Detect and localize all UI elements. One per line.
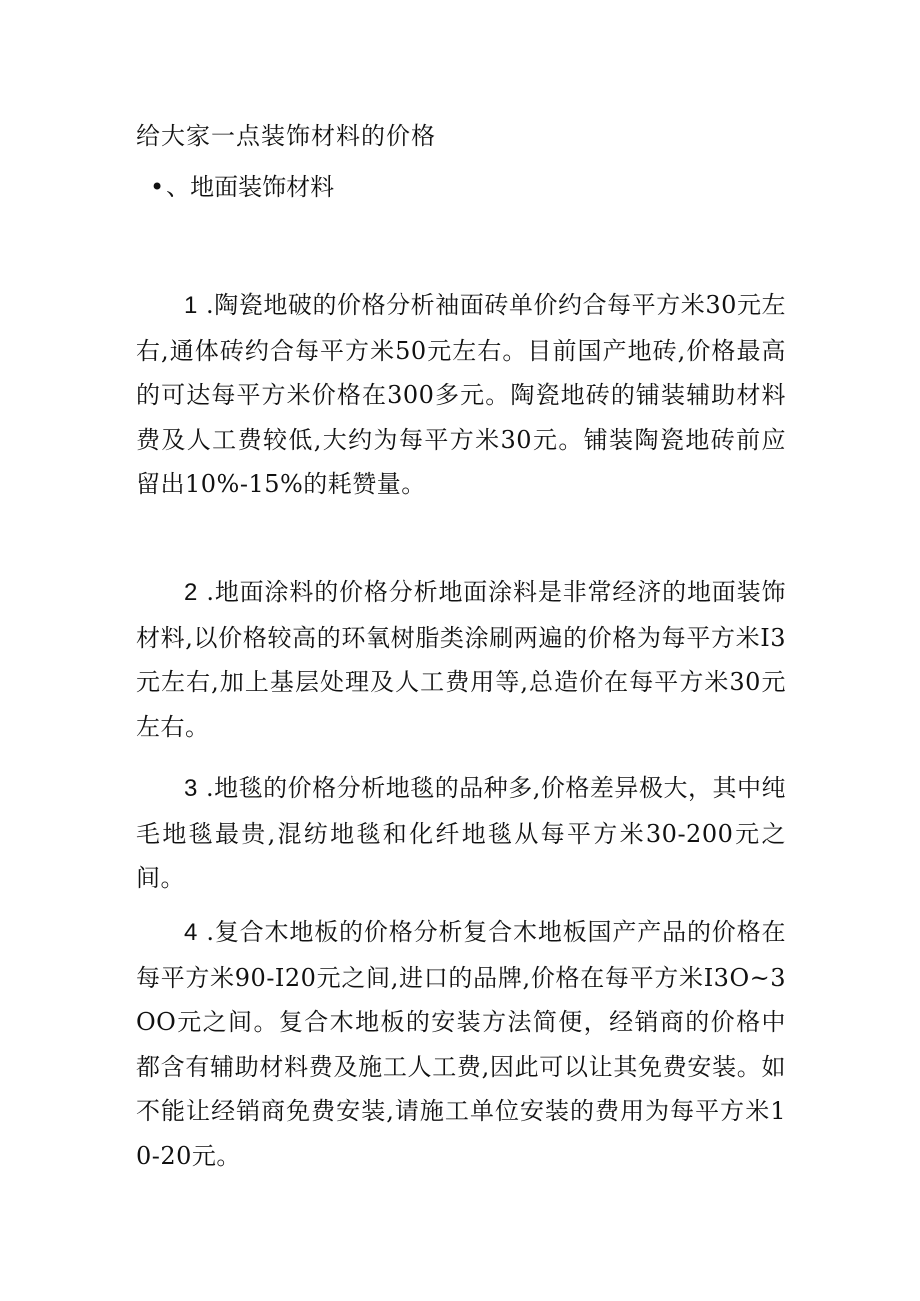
paragraph-4 <box>136 910 786 1178</box>
paragraph-3-text: .地毯的价格分析地毯的品种多,价格差异极大，其中纯毛地毯最贵,混纺地毯和化纤地毯从每平方米30-200元之间。 <box>136 774 786 892</box>
paragraph-2 <box>136 570 786 749</box>
paragraph-2-text: .地面涂料的价格分析地面涂料是非常经济的地面装饰材料,以价格较高的环氧树脂类涂刷两遍的价格为每平方米I3元左右,加上基层处理及人工费用等,总造价在每平方米30元左右。 <box>136 578 786 741</box>
paragraph-4-text: .复合木地板的价格分析复合木地板国产产品的价格在每平方米90-I20元之间,进口的品牌,价格在每平方米I3O~3OO元之间。复合木地板的安装方法简便，经销商的价格中都含有辅助材料费及施工人工费,因此可以让其免费安装。如不能让经销商免费安装,请施工单位安装的费用为每平方米10-20元。 <box>136 918 786 1170</box>
section-heading <box>150 170 334 204</box>
paragraph-1 <box>136 283 786 507</box>
bullet-icon: • <box>150 173 165 201</box>
paragraph-2-number: 2 <box>184 579 198 606</box>
paragraph-1-number: 1 <box>184 292 198 319</box>
paragraph-3 <box>136 766 786 901</box>
paragraph-3-number: 3 <box>184 775 198 802</box>
document-title: 给大家一点装饰材料的价格 <box>136 122 436 150</box>
paragraph-4-number: 4 <box>184 919 198 946</box>
paragraph-1-text: .陶瓷地破的价格分析袖面砖单价约合每平方米30元左右,通体砖约合每平方米50元左右。目前国产地砖,价格最高的可达每平方米价格在300多元。陶瓷地砖的铺装辅助材料费及人工费较低,大约为每平方米30元。铺装陶瓷地砖前应留出10%-15%的耗赞量。 <box>136 291 786 498</box>
section-heading-text: 、地面装饰材料 <box>166 173 335 201</box>
